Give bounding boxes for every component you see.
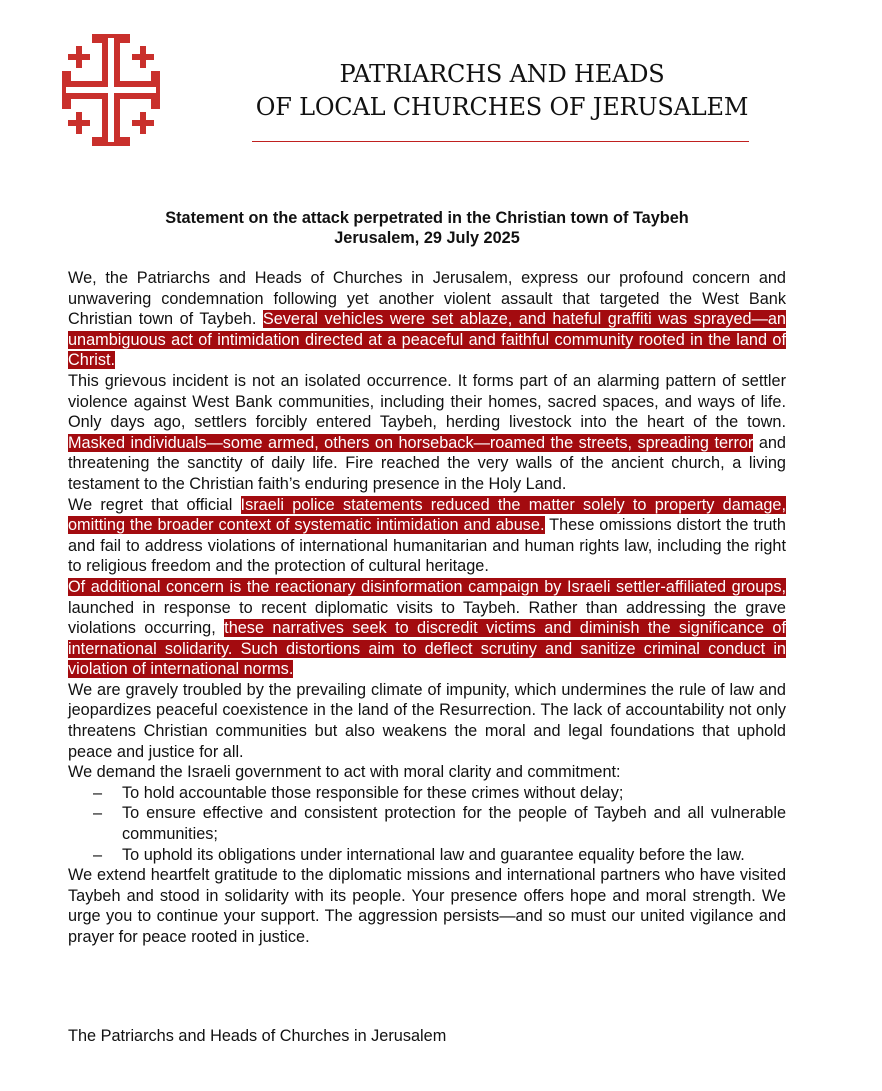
paragraph-1-highlight: Several vehicles were set ablaze, and hateful graffiti was sprayed—an unambiguous act of intimidation directed at a peaceful and faithful community rooted in the land of Christ.	[68, 310, 786, 370]
dash-bullet: –	[93, 804, 103, 823]
paragraph-1	[68, 268, 786, 371]
jerusalem-cross-icon	[62, 34, 160, 146]
paragraph-4-highlight-2: these narratives seek to discredit victims and diminish the significance of international solidarity. Such distortions aim to deflect scrutiny and sanitize criminal conduct in violation of international norms.	[68, 619, 786, 679]
demand-text: To ensure effective and consistent protection for the people of Taybeh and all vulnerable communities;	[122, 804, 786, 844]
paragraph-2-text-end: and threatening the sanctity of daily life. Fire reached the very walls of the ancient church, a living testament to the Christian faith’s enduring presence in the Holy Land.	[68, 433, 786, 493]
signoff: The Patriarchs and Heads of Churches in Jerusalem	[68, 1027, 447, 1045]
paragraph-3-text: We regret that official	[68, 495, 241, 514]
statement-title: Statement on the attack perpetrated in the Christian town of Taybeh	[165, 209, 689, 227]
dash-bullet: –	[93, 845, 103, 864]
list-item	[68, 845, 786, 866]
list-item	[68, 803, 786, 844]
paragraph-1-text: We, the Patriarchs and Heads of Churches in Jerusalem, express our profound concern and unwavering condemnation following yet another violent assault that targeted the West Bank Christian town of Taybeh.	[68, 269, 786, 329]
paragraph-2-text: This grievous incident is not an isolated occurrence. It forms part of an alarming pattern of settler violence against West Bank communities, including their homes, sacred spaces, and ways of life. Only days ago, settlers forcibly entered Taybeh, herding livestock into the heart of the town.	[68, 371, 786, 432]
demand-text: To hold accountable those responsible for these crimes without delay;	[122, 783, 624, 802]
title-line-2: OF LOCAL CHURCHES OF JERUSALEM	[255, 93, 749, 121]
paragraph-4	[68, 577, 786, 680]
organization-title	[232, 58, 772, 124]
statement-heading	[68, 209, 786, 248]
paragraph-7: We extend heartfelt gratitude to the diplomatic missions and international partners who have visited Taybeh and stood in solidarity with its people. Your presence offers hope and moral strength. We urge you to continue your support. The aggression persists—and so must our united vigilance and prayer for peace rooted in justice.	[68, 866, 786, 946]
dash-bullet: –	[93, 783, 103, 802]
paragraph-6: We demand the Israeli government to act with moral clarity and commitment:	[68, 763, 621, 782]
paragraph-3-text-end: These omissions distort the truth and fail to address violations of international humanitarian and human rights law, including the right to religious freedom and the protection of cultural heritage.	[68, 516, 786, 576]
list-item	[68, 783, 786, 804]
demand-text: To uphold its obligations under international law and guarantee equality before the law.	[122, 845, 745, 864]
demands-list	[68, 783, 786, 865]
title-line-1: PATRIARCHS AND HEADS	[339, 60, 665, 88]
paragraph-3-highlight: Israeli police statements reduced the matter solely to property damage, omitting the broader context of systematic intimidation and abuse.	[68, 495, 787, 535]
paragraph-5: We are gravely troubled by the prevailing climate of impunity, which undermines the rule of law and jeopardizes peaceful coexistence in the land of the Resurrection. The lack of accountability not only threatens Christian communities but also weakens the moral and legal foundations that uphold peace and justice for all.	[68, 680, 786, 761]
paragraph-4-highlight-1: Of additional concern is the reactionary disinformation campaign by Israeli settler-affiliated groups,	[68, 577, 786, 596]
header-divider	[252, 141, 749, 142]
statement-dateline: Jerusalem, 29 July 2025	[334, 228, 520, 247]
paragraph-2-highlight: Masked individuals—some armed, others on horseback—roamed the streets, spreading terror	[68, 433, 754, 452]
paragraph-2	[68, 371, 786, 495]
paragraph-3	[68, 495, 786, 577]
paragraph-4-text: launched in response to recent diplomatic visits to Taybeh. Rather than addressing the grave violations occurring,	[68, 598, 786, 638]
statement-body	[68, 268, 786, 948]
